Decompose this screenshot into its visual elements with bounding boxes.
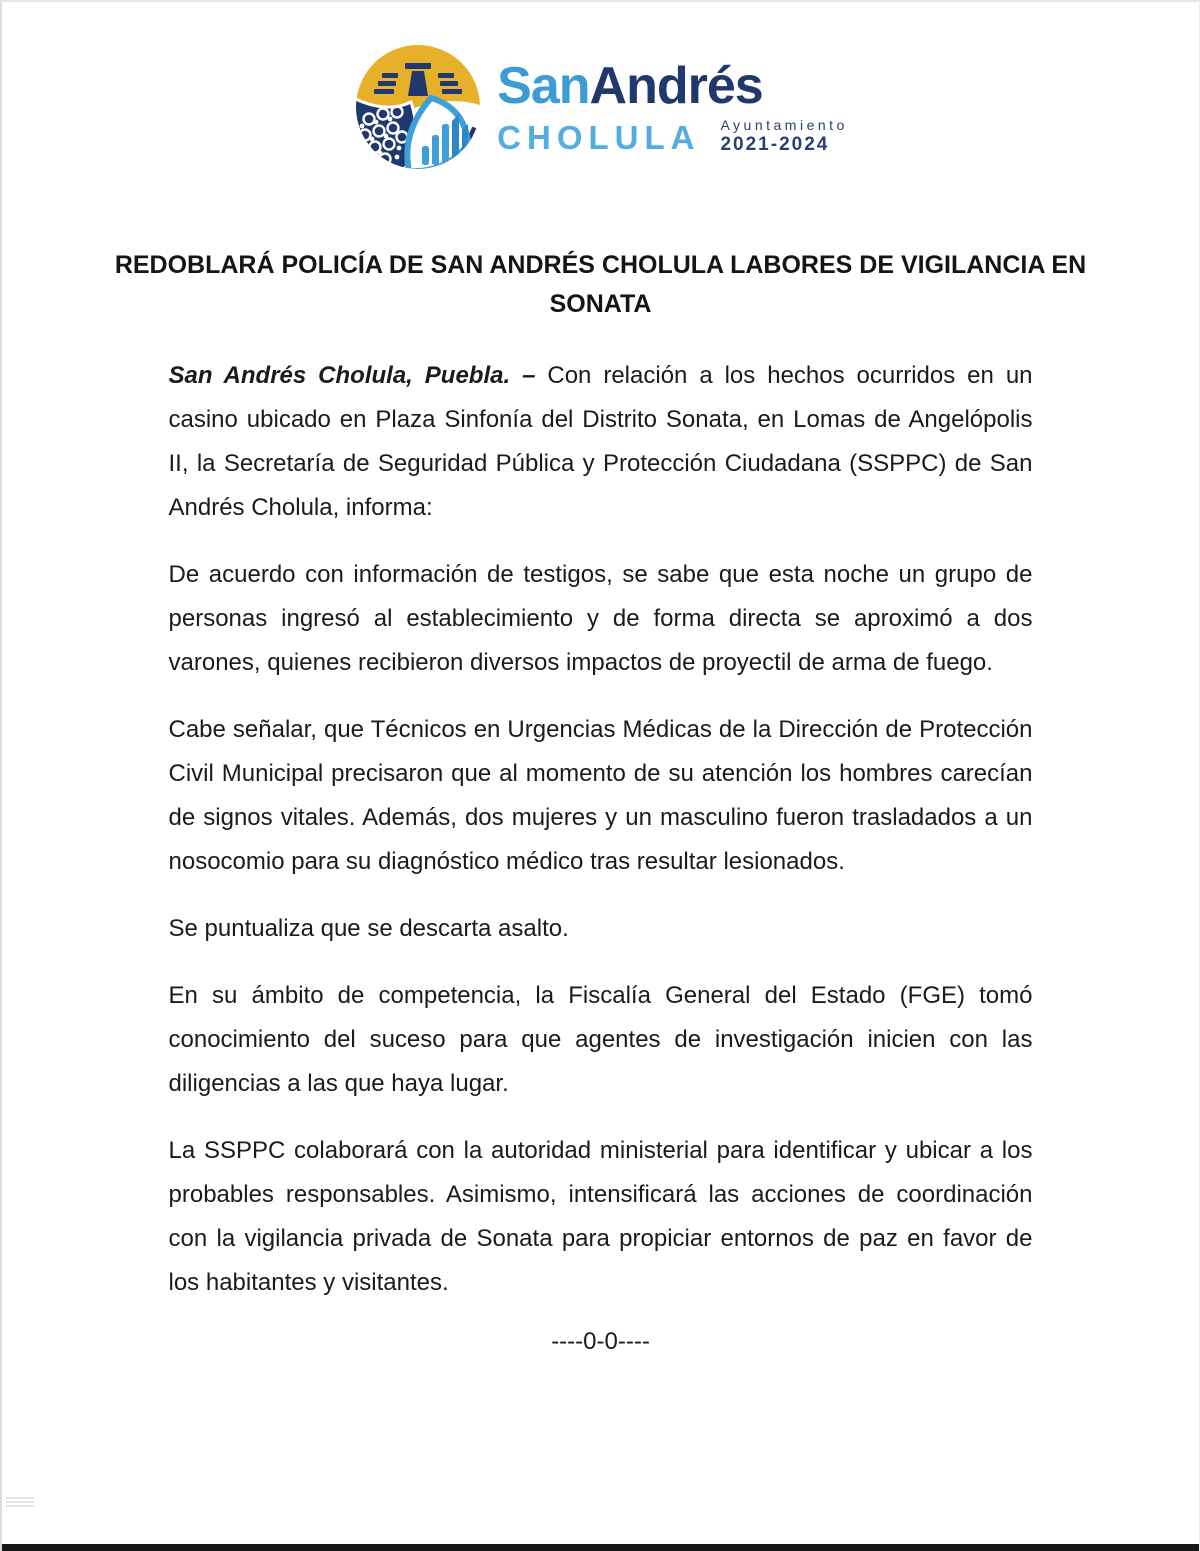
logo-wordmark: [497, 57, 848, 156]
paragraph-1-text: Con relación a los hechos ocurridos en un casino ubicado en Plaza Sinfonía del Distrito Sonata, en Lomas de Angelópolis II, la Secretaría de Seguridad Pública y Protección Ciudadana (SSPPC) de San Andrés Cholula, informa:: [168, 362, 1033, 521]
logo-years: 2021-2024: [720, 134, 830, 155]
document-body: [169, 354, 1033, 1356]
logo-ayuntamiento-block: [720, 118, 847, 154]
page-title-line-1: REDOBLARÁ POLICÍA DE SAN ANDRÉS CHOLULA LABORES DE VIGILANCIA EN: [114, 251, 1087, 279]
page-title-line-2: SONATA: [549, 290, 652, 318]
page-bottom-edge: [2, 1544, 1199, 1551]
logo: [2, 2, 1199, 172]
logo-subline: [497, 118, 848, 154]
logo-cholula: CHOLULA: [497, 119, 701, 156]
logo-brand: [497, 57, 848, 115]
page-title: [2, 246, 1199, 324]
logo-ayuntamiento-label: Ayuntamiento: [720, 117, 848, 133]
paragraph-5: En su ámbito de competencia, la Fiscalía General del Estado (FGE) tomó conocimiento del suceso para que agentes de investigación inicien con las diligencias a las que haya lugar.: [168, 982, 1033, 1097]
dateline-lead: San Andrés Cholula, Puebla. –: [168, 362, 536, 389]
paragraph-3: Cabe señalar, que Técnicos en Urgencias Médicas de la Dirección de Protección Civil Municipal precisaron que al momento de su atención los hombres carecían de signos vitales. Además, dos mujeres y un masculino fueron trasladados a un nosocomio para su diagnóstico médico tras resultar lesionados.: [168, 716, 1033, 875]
paragraph-6: La SSPPC colaborará con la autoridad ministerial para identificar y ubicar a los probables responsables. Asimismo, intensificará las acciones de coordinación con la vigilancia privada de Sonata para propiciar entornos de paz en favor de los habitantes y visitantes.: [168, 1137, 1033, 1296]
logo-brand-san: San: [497, 57, 590, 115]
paragraph-4: Se puntualiza que se descarta asalto.: [168, 915, 569, 942]
end-separator: ----0-0----: [551, 1328, 650, 1355]
press-release: [2, 246, 1199, 1356]
logo-brand-andres: Andrés: [589, 57, 763, 115]
paragraph-dateline: [169, 354, 1033, 530]
san-andres-cholula-emblem-icon: [353, 42, 483, 172]
scan-artifact: [6, 1495, 34, 1507]
paragraph-2: De acuerdo con información de testigos, se sabe que esta noche un grupo de personas ingresó al establecimiento y de forma directa se aproximó a dos varones, quienes recibieron diversos impactos de proyectil de arma de fuego.: [168, 561, 1033, 676]
